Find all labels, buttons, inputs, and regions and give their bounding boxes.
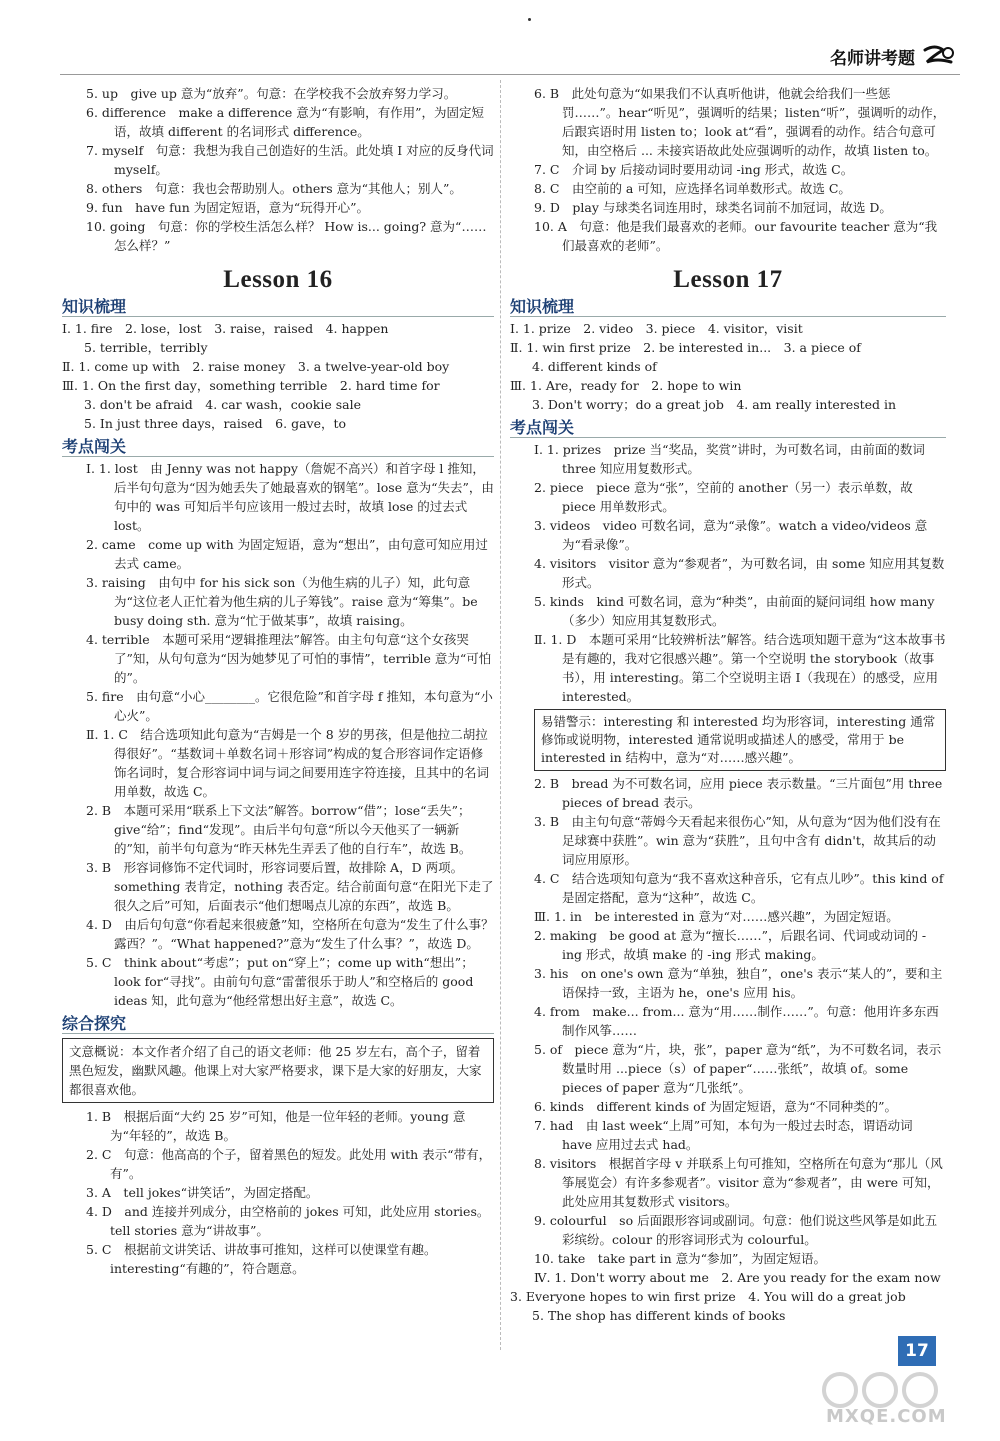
summary-row: Ⅲ. 1. Are，ready for 2. hope to win [510, 378, 742, 393]
section-heading-text: 知识梳理 [62, 297, 130, 316]
summary-row: Ⅱ. 1. win first prize 2. be interested in... 3. a piece of [510, 340, 861, 355]
answer-item: 4. D and 连接并列成分，由空格前的 jokes 可知，此处应用 stories。tell stories 意为“讲故事”。 [86, 1204, 490, 1238]
page-header [830, 42, 955, 70]
header-rule [60, 74, 960, 75]
answer-item: 4. C 结合选项知句意为“我不喜欢这种音乐，它有点儿吵”。this kind of 是固定搭配，意为“这种”，故选 C。 [534, 871, 944, 905]
answer-item: 5. The shop has different kinds of books [532, 1308, 786, 1323]
summary-row: Ⅰ. 1. fire 2. lose，lost 3. raise，raised 4. happen [62, 321, 389, 336]
answer-item: 5. C 根据前文讲笑话、讲故事可推知，这样可以使课堂有趣。interesting“有趣的”，符合题意。 [86, 1242, 437, 1276]
answer-item: 2. C 句意：他高高的个子，留着黑色的短发。此处用 with 表示“带有，有”。 [86, 1147, 492, 1181]
answer-item: Ⅱ. 1. C 结合选项知此句意为“吉姆是一个 8 岁的男孩，但是他拉二胡拉得很好”。“基数词＋单数名词＋形容词”构成的复合形容词作定语修饰名词时，复合形容词中词与词之间要用连字符连接，且其中的名词用单数，故选 C。 [86, 727, 490, 799]
answer-item: 3. A tell jokes“讲笑话”，为固定搭配。 [86, 1185, 319, 1200]
page-number: 17 [898, 1336, 936, 1366]
section-heading [510, 297, 946, 317]
answer-item: 9. D play 与球类名词连用时，球类名词前不加冠词，故选 D。 [534, 200, 892, 215]
answer-item: Ⅲ. 1. in be interested in 意为“对……感兴趣”，为固定短语。 [534, 909, 899, 924]
answer-item: 10. going 句意：你的学校生活怎么样？ How is... going? 意为“……怎么样？” [86, 219, 487, 253]
answer-item: 8. others 句意：我也会帮助别人。others 意为“其他人；别人”。 [86, 181, 462, 196]
answer-item: 2. B 本题可采用“联系上下文法”解答。borrow“借”；lose“丢失”；give“给”；find“发现”。由后半句句意“所以今天他买了一辆新的”知，前半句句意为“昨天林先生弄丢了他的自行车”，故选 B。 [86, 803, 472, 856]
answer-item: 8. visitors 根据首字母 v 并联系上句可推知，空格所在句意为“那儿（风筝展览会）有许多参观者”。visitor 意为“参观者”，由 were 可知，此处应用其复数形式 visitors。 [534, 1156, 943, 1209]
column-divider [500, 80, 501, 1350]
answer-item: 2. B bread 为不可数名词，应用 piece 表示数量。“三片面包”用 three pieces of bread 表示。 [534, 776, 943, 810]
section-heading-text: 综合探究 [62, 1014, 130, 1033]
answer-item: 9. colourful so 后面跟形容词或副词。句意：他们说这些风筝是如此五彩缤纷。colour 的形容词形式为 colourful。 [534, 1213, 938, 1247]
brand-title: 名师讲考题 [830, 48, 915, 69]
answer-item: 10. take take part in 意为“参加”，为固定短语。 [534, 1251, 826, 1266]
passage-summary-box: 文意概说：本文作者介绍了自己的语文老师：他 25 岁左右，高个子，留着黑色短发，幽默风趣。他课上对大家严格要求，课下是大家的好朋友，大家都很喜欢他。 [62, 1038, 494, 1103]
answer-item: 3. B 由主句句意“蒂姆今天看起来很伤心”知，从句意为“因为他们没有在足球赛中获胜”。win 意为“获胜”，且句中含有 didn't，故其后的动词应用原形。 [534, 814, 941, 867]
lesson-title: Lesson 16 [223, 266, 333, 293]
section-heading-text: 知识梳理 [510, 297, 578, 316]
answer-item: 4. D 由后句句意“你看起来很疲惫”知，空格所在句意为“发生了什么事？露西？”。“What happened?”意为“发生了什么事？”，故选 D。 [86, 917, 494, 951]
lesson-title: Lesson 17 [673, 266, 783, 293]
section-heading [62, 1014, 494, 1034]
answer-item: 6. kinds different kinds of 为固定短语，意为“不同种类的”。 [534, 1099, 898, 1114]
answer-item: 3. raising 由句中 for his sick son（为他生病的儿子）知，此句意为“这位老人正忙着为他生病的儿子筹钱”。raise 意为“筹集”。be busy doing sth. 意为“忙于做某事”，故填 raising。 [86, 575, 478, 628]
answer-item: 5. fire 由句意“小心________。它很危险”和首字母 f 推知，本句意为“小心火”。 [86, 689, 493, 723]
answer-item: 4. visitors visitor 意为“参观者”，为可数名词，由 some 知应用其复数形式。 [534, 556, 945, 590]
answer-item: 8. C 由空前的 a 可知，应选择名词单数形式。故选 C。 [534, 181, 851, 196]
summary-row: Ⅰ. 1. prize 2. video 3. piece 4. visitor，visit [510, 321, 803, 336]
answer-item: 3. B 形容词修饰不定代词时，形容词要后置，故排除 A，D 两项。something 表肯定，nothing 表否定。结合前面句意“在阳光下走了很久之后”可知，后面表示“他们想喝点儿凉的东西”，故选 B。 [86, 860, 494, 913]
left-column [62, 84, 494, 1278]
answer-item: 5. C think about“考虑”；put on“穿上”；come up with“想出”；look for“寻找”。由前句句意“雷蕾很乐于助人”和空格后的 good ideas 知，此句意为“他经常想出好主意”，故选 C。 [86, 955, 474, 1008]
answer-item: 10. A 句意：他是我们最喜欢的老师。our favourite teacher 意为“我们最喜欢的老师”。 [534, 219, 938, 253]
watermark-text: MXQE.COM [826, 1406, 947, 1427]
answer-item: 5. kinds kind 可数名词，意为“种类”，由前面的疑问词组 how many（多少）知应用其复数形式。 [534, 594, 935, 628]
right-column [510, 84, 946, 1325]
summary-row: Ⅱ. 1. come up with 2. raise money 3. a twelve-year-old boy [62, 359, 450, 374]
section-heading [62, 437, 494, 457]
watermark [800, 1370, 970, 1430]
answer-item: 2. came come up with 为固定短语，意为“想出”，由句意可知应用过去式 came。 [86, 537, 488, 571]
summary-row: 4. different kinds of [532, 359, 657, 374]
answer-item: Ⅰ. 1. prizes prize 当“奖品，奖赏”讲时，为可数名词，由前面的数词 three 知应用复数形式。 [534, 442, 925, 476]
section-heading [62, 297, 494, 317]
answer-item: 6. difference make a difference 意为“有影响，有作用”，为固定短语，故填 different 的名词形式 difference。 [86, 105, 485, 139]
section-heading [510, 418, 946, 438]
summary-row: Ⅲ. 1. On the first day，something terrible 2. hard time for [62, 378, 440, 393]
answer-item: 1. B 根据后面“大约 25 岁”可知，他是一位年轻的老师。young 意为“年轻的”，故选 B。 [86, 1109, 466, 1143]
answer-item: 4. from make... from... 意为“用……制作……”。句意：他用许多东西制作风筝…… [534, 1004, 939, 1038]
section-heading-text: 考点闯关 [510, 418, 578, 437]
summary-row: 3. Don't worry；do a great job 4. am really interested in [532, 397, 897, 412]
answer-item: Ⅱ. 1. D 本题可采用“比较辨析法”解答。结合选项知题干意为“这本故事书是有趣的，我对它很感兴趣”。第一个空说明 the storybook（故事书），用 interesting。第二个空说明主语 I（我现在）的感受，应用 interested。 [534, 632, 946, 704]
answer-item: 5. up give up 意为“放弃”。句意：在学校我不会放弃努力学习。 [86, 86, 457, 101]
answer-item: 3. Everyone hopes to win first prize 4. You will do a great job [510, 1289, 906, 1304]
answer-item: 2. making be good at 意为“擅长……”，后跟名词、代词或动词的 -ing 形式，故填 make 的 -ing 形式 making。 [534, 928, 927, 962]
answer-item: 5. of piece 意为“片，块，张”，paper 意为“纸”，为不可数名词，表示数量时用 ...piece（s）of paper“……张纸”，故填 of。some pieces of paper 意为“几张纸”。 [534, 1042, 942, 1095]
summary-row: 5. In just three days，raised 6. gave，to [84, 416, 347, 431]
brand-logo-icon [921, 44, 955, 68]
answer-item: 7. myself 句意：我想为我自己创造好的生活。此处填 I 对应的反身代词 myself。 [86, 143, 494, 177]
answer-item: 7. C 介词 by 后接动词时要用动词 -ing 形式，故选 C。 [534, 162, 854, 177]
answer-item: 7. had 由 last week“上周”可知，本句为一般过去时态，谓语动词 have 应用过去式 had。 [534, 1118, 913, 1152]
answer-item: 4. terrible 本题可采用“逻辑推理法”解答。由主句句意“这个女孩哭了”知，从句句意为“因为她梦见了可怕的事情”，terrible 意为“可怕的”。 [86, 632, 492, 685]
watermark-logo-icon [800, 1370, 970, 1410]
answer-item: Ⅰ. 1. lost 由 Jenny was not happy（詹妮不高兴）和首字母 l 推知，后半句句意为“因为她丢失了她最喜欢的钢笔”。lose 意为“失去”，由句中的 was 可知后半句应该用一般过去时，故填 lose 的过去式 lost。 [86, 461, 494, 533]
answer-item: 9. fun have fun 为固定短语，意为“玩得开心”。 [86, 200, 370, 215]
answer-item: 6. B 此处句意为“如果我们不认真听他讲，他就会给我们一些惩罚……”。hear“听见”，强调听的结果；listen“听”，强调听的动作，后跟宾语时用 listen to；look at“看”，强调看的动作。结合句意可知，由空格后 ... 未接宾语故此处应强调听的动作，故填 listen to。 [534, 86, 946, 158]
answer-item: 3. his on one's own 意为“单独，独自”，one's 表示“某人的”，要和主语保持一致，主语为 he，one's 应用 his。 [534, 966, 943, 1000]
ink-dot [528, 18, 531, 21]
section-heading-text: 考点闯关 [62, 437, 130, 456]
answer-item: 2. piece piece 意为“张”，空前的 another（另一）表示单数，故 piece 用单数形式。 [534, 480, 913, 514]
summary-row: 3. don't be afraid 4. car wash，cookie sale [84, 397, 361, 412]
answer-item: 3. videos video 可数名词，意为“录像”。watch a video/videos 意为“看录像”。 [534, 518, 928, 552]
error-warning-box: 易错警示：interesting 和 interested 均为形容词，interesting 通常修饰或说明物，interested 通常说明或描述人的感受，常用于 be interested in 结构中，意为“对……感兴趣”。 [534, 709, 946, 771]
answer-item: Ⅳ. 1. Don't worry about me 2. Are you ready for the exam now [534, 1270, 941, 1285]
summary-row: 5. terrible，terribly [84, 340, 208, 355]
